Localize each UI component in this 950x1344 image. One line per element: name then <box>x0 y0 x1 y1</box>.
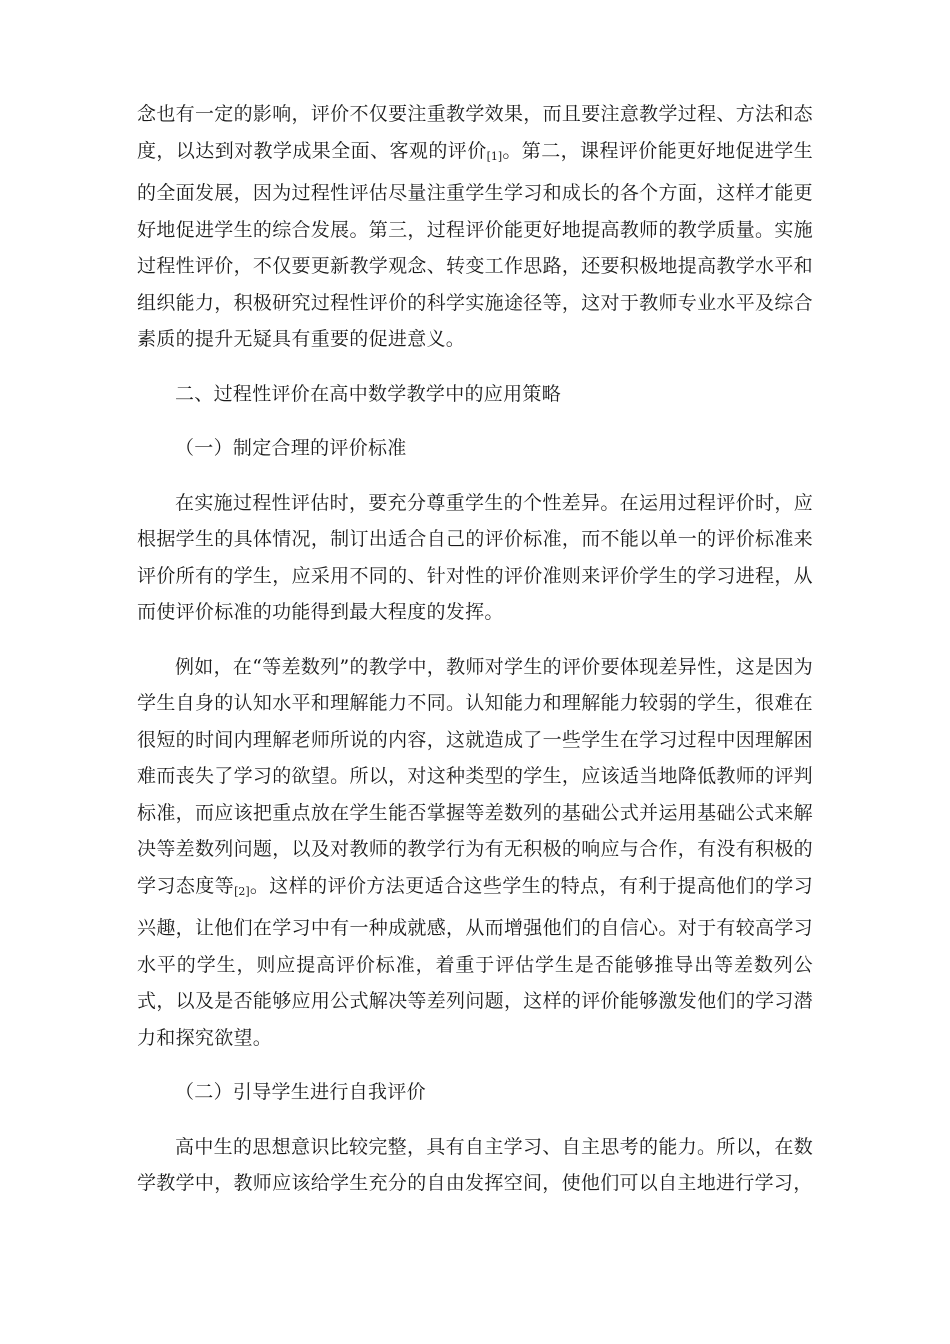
paragraph: 高中生的思想意识比较完整，具有自主学习、自主思考的能力。所以，在数学教学中，教师应该给学生充分的自由发挥空间，使他们可以自主地进行学习， <box>137 1135 813 1194</box>
paragraph: 在实施过程性评估时，要充分尊重学生的个性差异。在运用过程评价时，应根据学生的具体情况，制订出适合自己的评价标准，而不能以单一的评价标准来评价所有的学生，应采用不同的、针对性的评价准则来评价学生的学习进程，从而使评价标准的功能得到最大程度的发挥。 <box>137 491 813 623</box>
paragraph-text: 念也有一定的影响，评价不仅要注重教学效果，而且要注意教学过程、方法和态度，以达到对教学成果全面、客观的评价 <box>137 103 813 162</box>
section-heading: 二、过程性评价在高中数学教学中的应用策略 <box>175 382 562 405</box>
paragraph-text: 例如，在“等差数列”的教学中，教师对学生的评价要体现差异性，这是因为学生自身的认知水平和理解能力不同。认知能力和理解能力较弱的学生，很难在很短的时间内理解老师所说的内容，这就造成了一些学生在学习过程中因理解困难而丧失了学习的欲望。所以，对这种类型的学生，应该适当地降低教师的评判标准，而应该把重点放在学生能否掌握等差数列的基础公式并运用基础公式来解决等差数列问题，以及对教师的教学行为有无积极的响应与合作，有没有积极的学习态度等 <box>137 655 813 897</box>
subsection-heading: （一）制定合理的评价标准 <box>175 437 407 459</box>
paragraph-continued <box>137 96 813 358</box>
paragraph <box>137 649 813 1057</box>
paragraph-text: 。这样的评价方法更适合这些学生的特点，有利于提高他们的学习兴趣，让他们在学习中有一种成就感，从而增强他们的自信心。对于有较高学习水平的学生，则应提高评价标准，着重于评估学生是否能够推导出等差数列公式，以及是否能够应用公式解决等差列问题，这样的评价能够激发他们的学习潜力和探究欲望。 <box>137 874 813 1049</box>
subsection-heading: （二）引导学生进行自我评价 <box>175 1081 426 1103</box>
citation-marker: [2] <box>234 884 250 898</box>
paragraph-text: 。第二，课程评价能更好地促进学生的全面发展，因为过程性评估尽量注重学生学习和成长的各个方面，这样才能更好地促进学生的综合发展。第三，过程评价能更好地提高教师的教学质量。实施过程性评价，不仅要更新教学观念、转变工作思路，还要积极地提高教学水平和组织能力，积极研究过程性评价的科学实施途径等，这对于教师专业水平及综合素质的提升无疑具有重要的促进意义。 <box>137 139 813 350</box>
document-page <box>137 96 813 1202</box>
citation-marker: [1] <box>486 149 503 163</box>
